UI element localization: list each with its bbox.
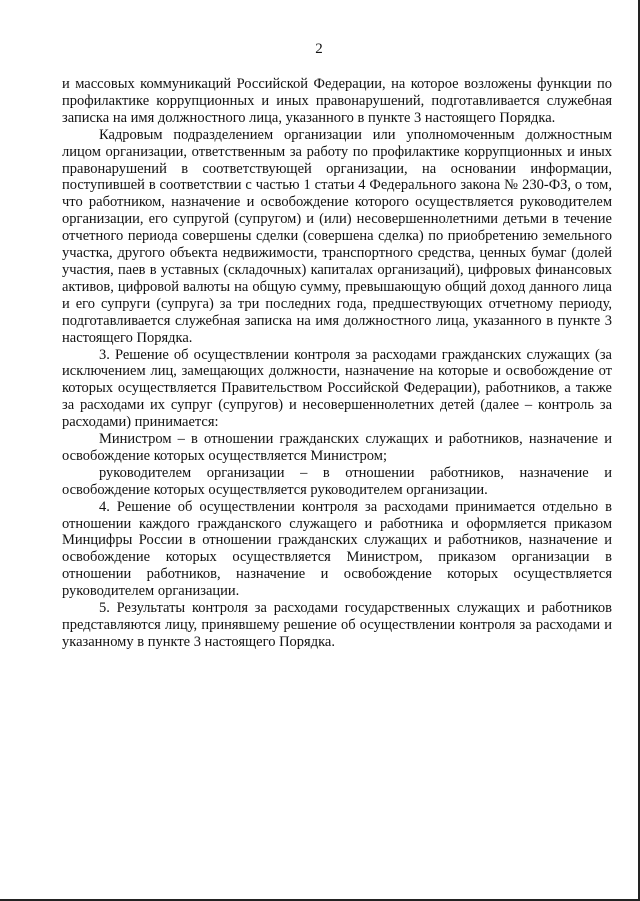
paragraph-hr-note: Кадровым подразделением организации или уполномоченным должностным лицом организации, ответственным за работу по профилактике коррупционных и иных правонарушений в соответствующей организации, на основании информации, поступившей в соответствии с частью 1 статьи 4 Федерального закона № 230-ФЗ, о том, что работником, назначение и освобождение которого осуществляется руководителем организации, его супругой (супругом) и (или) несовершеннолетними детьми в течение отчетного периода совершены сделки (совершена сделка) по приобретению земельного участка, другого объекта недвижимости, транспортного средства, ценных бумаг (долей участия, паев в уставных (складочных) капиталах организаций), цифровых финансовых активов, цифровой валюты на общую сумму, превышающую общий доход данного лица и его супруги (супруга) за три последних года, предшествующих отчетному периоду, подготавливается служебная записка на имя должностного лица, указанного в пункте 3 настоящего Порядка. bbox=[62, 126, 612, 346]
paragraph-item-3-minister: Министром – в отношении гражданских служащих и работников, назначение и освобождение которых осуществляется Министром; bbox=[62, 431, 612, 464]
paragraph-item-3-head: руководителем организации – в отношении работников, назначение и освобождение которых осуществляется руководителем организации. bbox=[62, 464, 612, 498]
paragraph-item-3: 3. Решение об осуществлении контроля за расходами гражданских служащих (за исключением лиц, замещающих должности, назначение на которые и освобождение от которых осуществляется Правительством Российской Федерации), работников, а также за расходами их супруг (супругов) и несовершеннолетних детей (далее – контроль за расходами) принимается: bbox=[62, 346, 612, 431]
paragraph-continuation: и массовых коммуникаций Российской Федерации, на которое возложены функции по профилактике коррупционных и иных правонарушений, подготавливается служебная записка на имя должностного лица, указанного в пункте 3 настоящего Порядка. bbox=[62, 76, 612, 126]
paragraph-item-5: 5. Результаты контроля за расходами государственных служащих и работников представляются лицу, принявшему решение об осуществлении контроля за расходами и указанному в пункте 3 настоящего Порядка. bbox=[62, 600, 612, 650]
page-number: 2 bbox=[315, 41, 323, 57]
document-body bbox=[62, 76, 612, 651]
paragraph-item-4: 4. Решение об осуществлении контроля за расходами принимается отдельно в отношении каждого гражданского служащего и работника и оформляется приказом Минцифры России в отношении гражданских служащих и работников, назначение и освобождение которых осуществляется Министром, приказом организации в отношении работников, назначение и освобождение которых осуществляется руководителем организации. bbox=[62, 498, 612, 600]
